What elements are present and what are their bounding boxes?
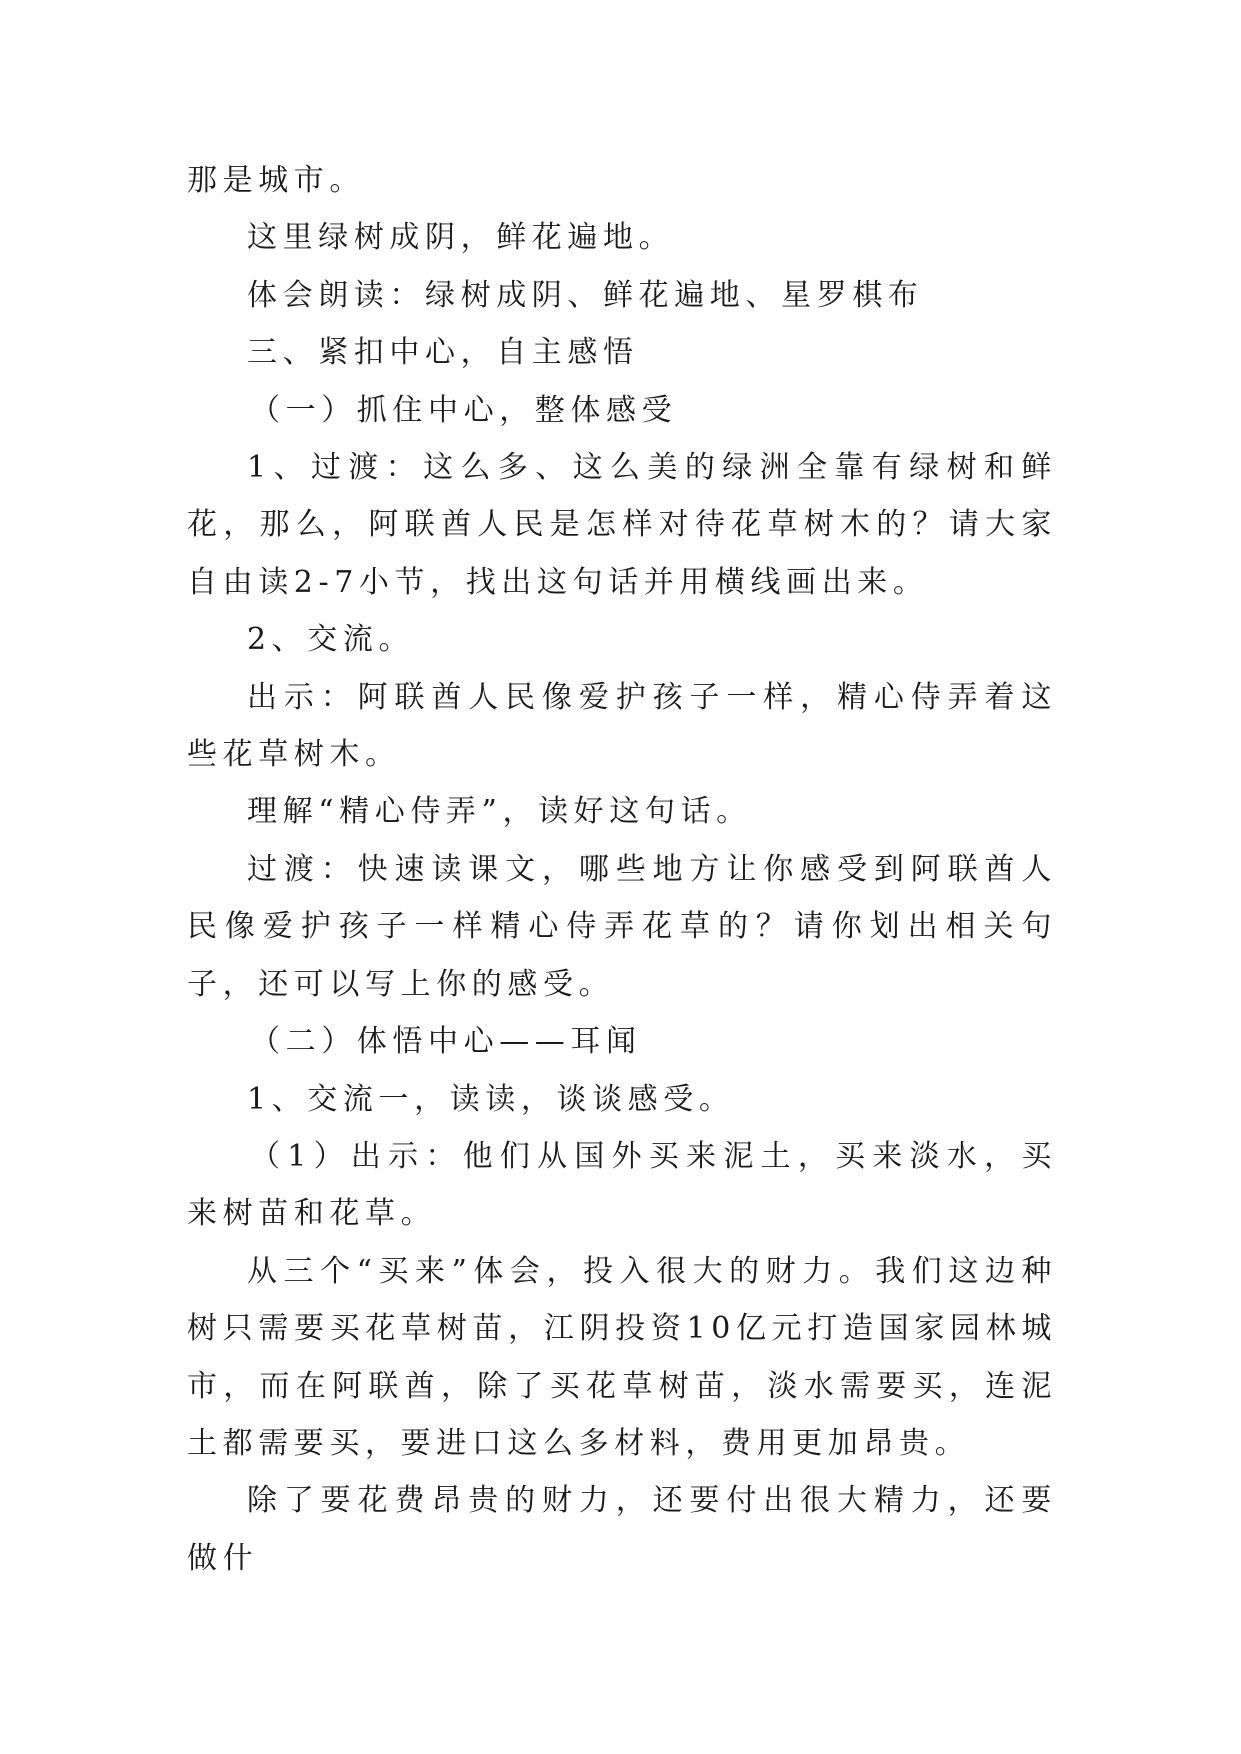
paragraph-exchange-2: 2、交流。 <box>247 622 415 658</box>
paragraph-show-buy: （1）出示：他们从国外买来泥土，买来淡水，买来树苗和花草。 <box>187 1138 1057 1232</box>
paragraph-read-aloud: 体会朗读：绿树成阴、鲜花遍地、星罗棋布 <box>247 277 924 313</box>
paragraph-three-buy: 从三个“买来”体会，投入很大的财力。我们这边种树只需要买花草树苗，江阴投资10亿元打造国家园林城市，而在阿联酋，除了买花草树苗，淡水需要买，连泥土都需要买，要进口这么多材料，费用更加昂贵。 <box>187 1253 1057 1461</box>
paragraph-city: 那是城市。 <box>187 163 365 198</box>
document-body <box>187 152 1057 1587</box>
subsection-heading-two: （二）体悟中心——耳闻 <box>250 1024 642 1060</box>
paragraph-transition-1: 1、过渡：这么多、这么美的绿洲全靠有绿树和鲜花，那么，阿联酋人民是怎样对待花草树木的？请大家自由读2-7小节，找出这句话并用横线画出来。 <box>187 450 1057 600</box>
paragraph-understand: 理解“精心侍弄”，读好这句话。 <box>247 794 752 830</box>
subsection-heading-one: （一）抓住中心，整体感受 <box>250 392 678 428</box>
paragraph-transition-fast-read: 过渡：快速读课文，哪些地方让你感受到阿联酋人民像爱护孩子一样精心侍弄花草的？请你划出相关句子，还可以写上你的感受。 <box>187 851 1057 1002</box>
paragraph-effort: 除了要花费昂贵的财力，还要付出很大精力，还要做什 <box>187 1483 1057 1576</box>
paragraph-exchange-one: 1、交流一，读读，谈谈感受。 <box>247 1081 735 1117</box>
section-heading-three: 三、紧扣中心，自主感悟 <box>247 335 639 371</box>
paragraph-greenery: 这里绿树成阴，鲜花遍地。 <box>247 220 675 256</box>
paragraph-show-sentence: 出示：阿联酋人民像爱护孩子一样，精心侍弄着这些花草树木。 <box>187 679 1057 773</box>
